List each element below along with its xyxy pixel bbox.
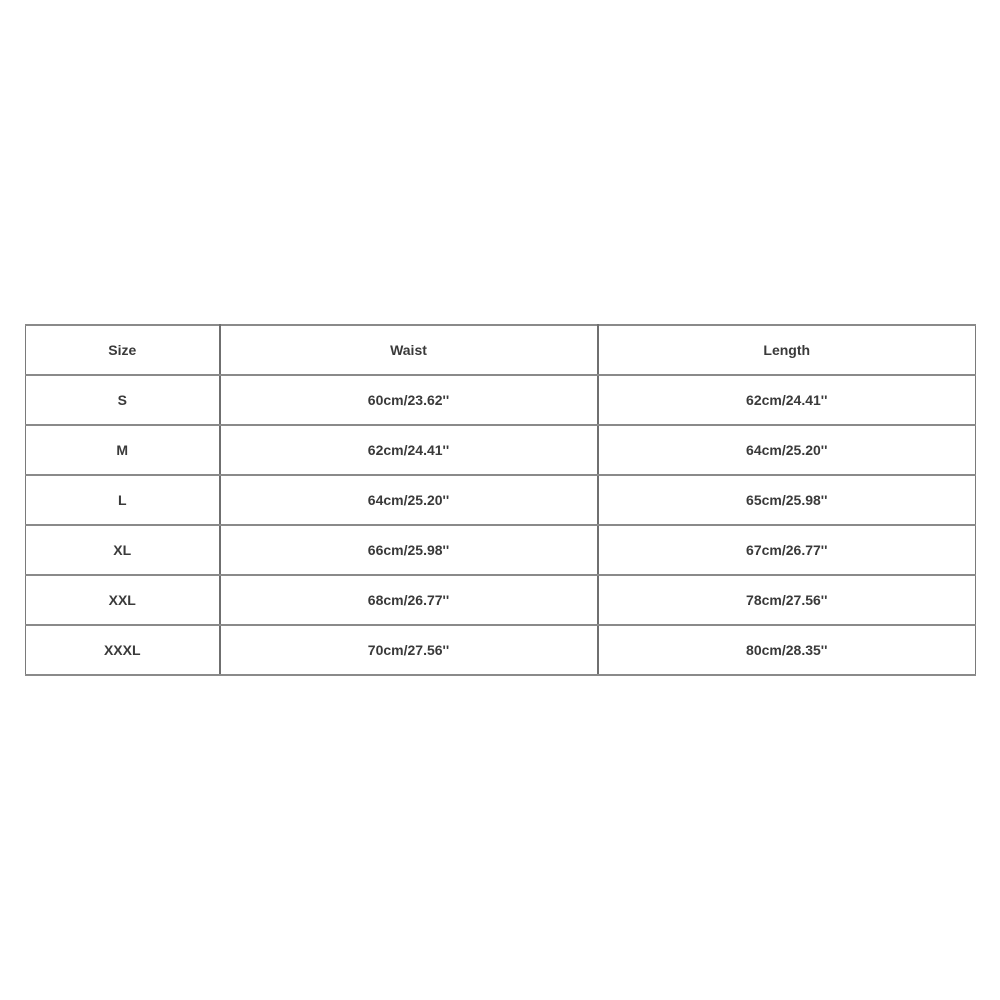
size-cell: XXXL	[26, 625, 220, 675]
length-cell: 62cm/24.41''	[598, 375, 976, 425]
table-body	[26, 375, 976, 675]
table-row	[26, 425, 976, 475]
table-header	[26, 325, 976, 375]
waist-cell: 66cm/25.98''	[220, 525, 598, 575]
table-row	[26, 625, 976, 675]
header-size: Size	[26, 325, 220, 375]
waist-cell: 64cm/25.20''	[220, 475, 598, 525]
size-chart-table	[25, 324, 976, 676]
length-cell: 80cm/28.35''	[598, 625, 976, 675]
size-cell: XL	[26, 525, 220, 575]
length-cell: 65cm/25.98''	[598, 475, 976, 525]
waist-cell: 62cm/24.41''	[220, 425, 598, 475]
size-cell: S	[26, 375, 220, 425]
waist-cell: 70cm/27.56''	[220, 625, 598, 675]
length-cell: 64cm/25.20''	[598, 425, 976, 475]
table-row	[26, 375, 976, 425]
header-row	[26, 325, 976, 375]
length-cell: 67cm/26.77''	[598, 525, 976, 575]
table-row	[26, 475, 976, 525]
length-cell: 78cm/27.56''	[598, 575, 976, 625]
waist-cell: 60cm/23.62''	[220, 375, 598, 425]
table-row	[26, 525, 976, 575]
header-length: Length	[598, 325, 976, 375]
waist-cell: 68cm/26.77''	[220, 575, 598, 625]
size-cell: L	[26, 475, 220, 525]
size-cell: M	[26, 425, 220, 475]
table-row	[26, 575, 976, 625]
header-waist: Waist	[220, 325, 598, 375]
size-cell: XXL	[26, 575, 220, 625]
